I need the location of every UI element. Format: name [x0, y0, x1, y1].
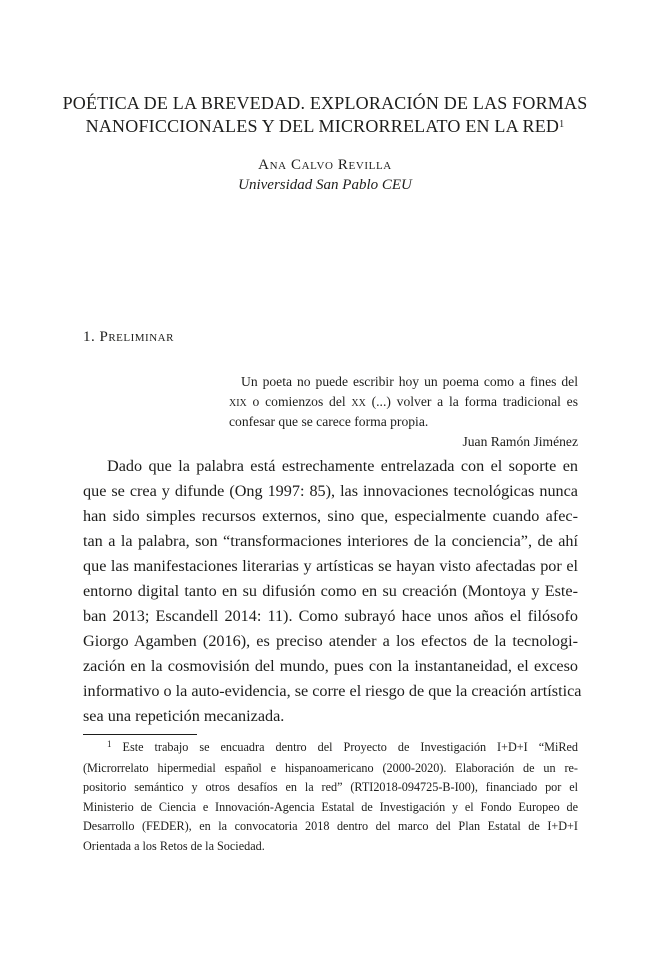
paragraph-line: que las manifestaciones literarias y artísticas se hayan visto afectadas por el — [83, 557, 578, 575]
paragraph-line: zación en la cosmovisión del mundo, pues con la instantaneidad, el exceso — [83, 657, 578, 675]
title-footnote-mark[interactable]: 1 — [559, 119, 565, 130]
paragraph-line: entorno digital tanto en su difusión como en su creación (Montoya y Este- — [83, 582, 578, 600]
footnote-mark: 1 — [107, 739, 112, 749]
century-numeral: xx — [351, 394, 366, 409]
footnote-line: positorio semántico y otros desafíos en la red” (RTI2018-094725-B-I00), financiado por el — [83, 780, 578, 795]
footnote-line: Ministerio de Ciencia e Innovación-Agencia Estatal de Investigación y el Fondo Europeo de — [83, 799, 578, 814]
body-paragraph — [83, 454, 582, 729]
title-line-1: POÉTICA DE LA BREVEDAD. EXPLORACIÓN DE LAS FORMAS — [62, 93, 588, 113]
footnote-line: Orientada a los Retos de la Sociedad. — [83, 838, 265, 853]
paragraph-line: informativo o la auto-evidencia, se corre el riesgo de que la creación artística — [83, 682, 582, 700]
paragraph-line: han sido simples recursos externos, sino que, especialmente cuando afec- — [83, 507, 578, 525]
paragraph-line: Dado que la palabra está estrechamente entrelazada con el soporte en — [107, 457, 578, 475]
author-name: Ana Calvo Revilla — [258, 157, 392, 173]
paragraph-line: Giorgo Agamben (2016), es preciso atender a los efectos de la tecnologi- — [83, 632, 578, 650]
footnote-separator — [83, 734, 197, 735]
paragraph-line: ban 2013; Escandell 2014: 11). Como subrayó hace unos años el filósofo — [83, 607, 578, 625]
footnote-line: Desarrollo (FEDER), en la convocatoria 2018 dentro del marco del Plan Estatal de I+D+I — [83, 819, 578, 834]
century-numeral: xix — [229, 394, 247, 409]
author-affiliation: Universidad San Pablo CEU — [238, 177, 412, 193]
footnote-line: (Microrrelato hipermedial español e hispanoamericano (2000-2020). Elaboración de un re- — [83, 760, 578, 775]
paragraph-line: tan a la palabra, son “transformaciones interiores de la conciencia”, de ahí — [83, 532, 578, 550]
footnote — [83, 738, 578, 857]
epigraph — [229, 372, 578, 452]
epigraph-text: Un poeta no puede escribir hoy un poema como a fines del xix o comienzos del xx (...) volver a la forma tradicional es confesar que se carece forma propia. — [229, 374, 578, 429]
paragraph-line: sea una repetición mecanizada. — [83, 707, 285, 725]
paragraph-line: que se crea y difunde (Ong 1997: 85), las innovaciones tecnológicas nunca — [83, 482, 578, 500]
article-title — [60, 92, 590, 138]
title-line-2: NANOFICCIONALES Y DEL MICRORRELATO EN LA RED — [85, 116, 560, 136]
epigraph-attribution: Juan Ramón Jiménez — [462, 434, 578, 449]
section-heading: 1. Preliminar — [83, 329, 174, 345]
footnote-line: $^1$ Este trabajo se encuadra dentro del Proyecto de Investigación I+D+I “MiRed — [107, 739, 579, 754]
